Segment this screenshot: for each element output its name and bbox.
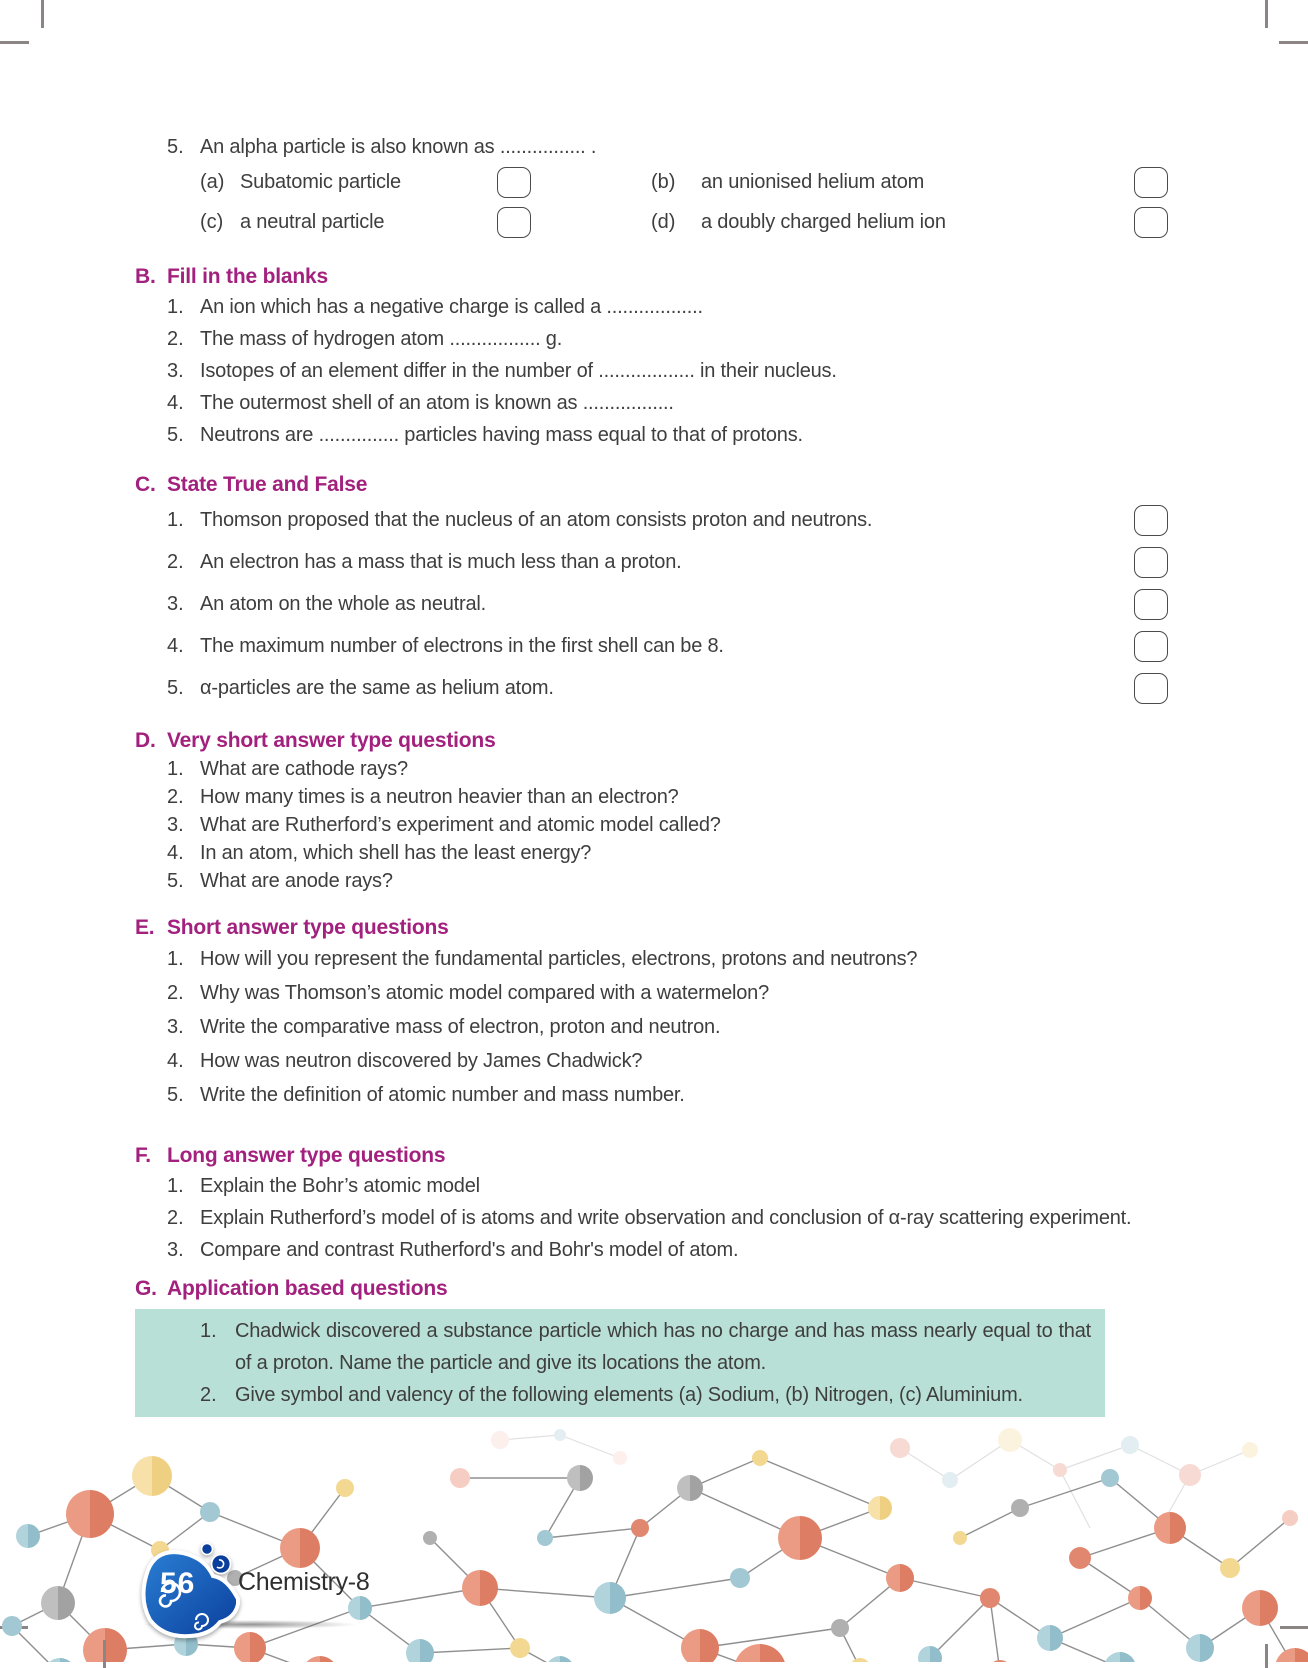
item-number: 3. [167,1016,184,1038]
item-number: 5. [167,1084,184,1106]
option-text: an unionised helium atom [701,170,925,193]
section-heading [135,471,1168,499]
item-text: The outermost shell of an atom is known as ................. [200,392,674,414]
section-heading [135,914,1168,942]
section-heading [135,263,1168,291]
item-text: α-particles are the same as helium atom. [200,676,554,699]
item-text: Write the comparative mass of electron, proton and neutron. [200,1016,721,1038]
section-heading-letter: E. [135,916,155,939]
item-number: 1. [167,296,184,318]
list-item [167,976,1168,1010]
item-number: 1. [167,948,184,970]
list-item [167,867,1168,895]
item-number: 5. [167,870,184,892]
crop-mark-top-left-vertical [41,0,44,28]
sections [135,263,1168,1417]
item-number: 4. [167,634,184,657]
item-text: An atom on the whole as neutral. [200,592,487,615]
item-number: 2. [167,328,184,350]
section-items [135,291,1168,451]
answer-checkbox[interactable] [1134,207,1168,238]
true-false-checkbox[interactable] [1134,547,1168,578]
list-item [167,1170,1168,1202]
list-item [167,783,1168,811]
crop-mark-top-right-vertical [1265,0,1268,28]
options-row [135,202,1168,242]
item-number: 5. [167,676,184,699]
item-text: In an atom, which shell has the least energy? [200,842,592,864]
item-text: How will you represent the fundamental particles, electrons, protons and neutrons? [200,948,918,970]
section-heading-title: Short answer type questions [167,916,449,939]
crop-mark-bottom-right-vertical [1265,1644,1268,1668]
list-item [167,355,1168,387]
bubble-icon [212,1555,231,1574]
item-text: The maximum number of electrons in the first shell can be 8. [200,634,724,657]
true-false-checkbox[interactable] [1134,505,1168,536]
section-heading-letter: C. [135,473,156,496]
true-false-checkbox[interactable] [1134,673,1168,704]
true-false-checkbox[interactable] [1134,589,1168,620]
highlight-box [135,1309,1105,1417]
item-text: How was neutron discovered by James Chadwick? [200,1050,643,1072]
list-item [167,419,1168,451]
item-number: 1. [167,758,184,780]
crop-mark-bottom-left-vertical [103,1640,106,1668]
item-text: Compare and contrast Rutherford's and Bohr's model of atom. [200,1239,739,1261]
section-heading-letter: G. [135,1277,157,1300]
question-5 [135,132,1168,242]
bubble-icon [202,1544,213,1555]
list-item [167,1010,1168,1044]
section-items [135,942,1168,1112]
item-number: 2. [167,550,184,573]
answer-checkbox[interactable] [497,207,531,238]
option-label: (a) [200,170,225,193]
list-item [200,1379,1091,1411]
item-text: What are cathode rays? [200,758,408,780]
options-row [135,162,1168,202]
book-title: Chemistry-8 [238,1568,370,1596]
section-heading [135,1275,1168,1303]
crop-mark-top-right-horizontal [1279,41,1308,44]
list-item [167,499,1168,541]
section-items [135,1170,1168,1266]
item-text: Explain the Bohr’s atomic model [200,1175,480,1197]
item-text: Thomson proposed that the nucleus of an atom consists proton and neutrons. [200,508,873,531]
section-heading-title: State True and False [167,473,368,496]
list-item [167,839,1168,867]
item-text: An ion which has a negative charge is called a .................. [200,296,703,318]
item-text: Isotopes of an element differ in the number of .................. in their nucleus. [200,360,837,382]
page-number-badge: 56 [160,1567,196,1600]
item-text: Explain Rutherford’s model of is atoms and write observation and conclusion of α-ray scattering experiment. [200,1207,1132,1229]
item-number: 4. [167,842,184,864]
item-text: What are anode rays? [200,870,393,892]
option-label: (d) [651,210,676,233]
list-item [167,625,1168,667]
section-items [135,499,1168,709]
item-text: Why was Thomson’s atomic model compared with a watermelon? [200,982,770,1004]
item-number: 4. [167,1050,184,1072]
list-item [167,755,1168,783]
crop-mark-bottom-right-horizontal [1280,1626,1308,1629]
true-false-checkbox[interactable] [1134,631,1168,662]
section-heading-title: Very short answer type questions [167,729,496,752]
item-text: Write the definition of atomic number and mass number. [200,1084,685,1106]
list-item [167,942,1168,976]
item-text: The mass of hydrogen atom ................. g. [200,328,563,350]
question-number: 5. [167,136,184,158]
item-number: 3. [167,814,184,836]
item-number: 2. [200,1384,217,1406]
item-number: 2. [167,1207,184,1229]
crop-mark-top-left-horizontal [0,41,29,44]
list-item [167,1044,1168,1078]
item-text: How many times is a neutron heavier than an electron? [200,786,679,808]
item-number: 1. [167,1175,184,1197]
question-text: An alpha particle is also known as ................ . [200,136,597,158]
option-label: (b) [651,170,676,193]
item-number: 1. [167,508,184,531]
item-number: 2. [167,786,184,808]
section-heading-letter: B. [135,265,156,288]
list-item [167,541,1168,583]
answer-checkbox[interactable] [497,167,531,198]
section-heading-title: Long answer type questions [167,1144,446,1167]
section-heading-title: Application based questions [167,1277,448,1300]
section-heading-title: Fill in the blanks [167,265,328,288]
list-item [167,583,1168,625]
item-number: 3. [167,592,184,615]
answer-checkbox[interactable] [1134,167,1168,198]
item-text: Chadwick discovered a substance particle which has no charge and has mass nearly equal to that of a proton. Name the particle and give its locations the atom. [235,1320,1091,1374]
section-heading [135,727,1168,755]
item-number: 5. [167,424,184,446]
option-text: Subatomic particle [240,170,401,193]
item-text: What are Rutherford’s experiment and atomic model called? [200,814,721,836]
list-item [167,387,1168,419]
list-item [167,667,1168,709]
list-item [167,291,1168,323]
item-number: 1. [200,1320,217,1342]
option-text: a neutral particle [240,210,385,233]
section-heading [135,1142,1168,1170]
item-text: An electron has a mass that is much less than a proton. [200,550,682,573]
section-heading-letter: F. [135,1144,151,1167]
item-number: 4. [167,392,184,414]
list-item [167,1202,1168,1234]
item-text: Give symbol and valency of the following elements (a) Sodium, (b) Nitrogen, (c) Aluminium. [235,1384,1023,1406]
option-text: a doubly charged helium ion [701,210,946,233]
list-item [200,1315,1091,1379]
list-item [167,323,1168,355]
section-items [135,755,1168,895]
list-item [167,1078,1168,1112]
option-label: (c) [200,210,224,233]
list-item [167,1234,1168,1266]
item-text: Neutrons are ............... particles having mass equal to that of protons. [200,424,803,446]
item-number: 3. [167,1239,184,1261]
exercise-content [135,118,1168,1417]
section-heading-letter: D. [135,729,156,752]
item-number: 3. [167,360,184,382]
list-item [167,811,1168,839]
item-number: 2. [167,982,184,1004]
